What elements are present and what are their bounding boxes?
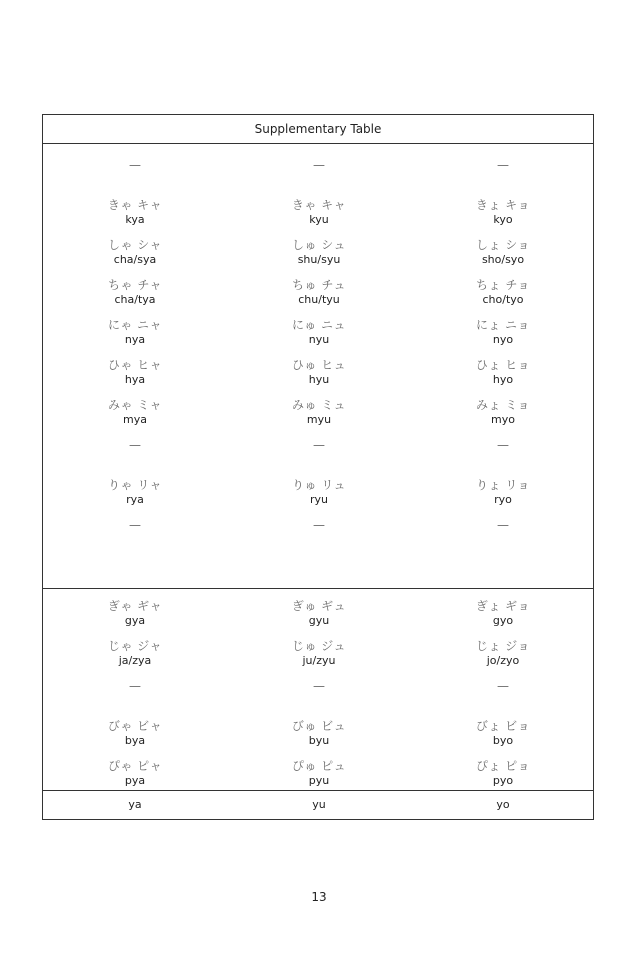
kana-text: みょ ミョ: [475, 398, 531, 412]
romaji-text: myu: [306, 413, 332, 426]
table-cell: [227, 317, 411, 347]
table-cell: [43, 758, 227, 788]
table-cell: [411, 638, 595, 668]
kana-text: ぴょ ピョ: [475, 759, 531, 773]
table-cell: [227, 237, 411, 267]
romaji-text: shu/syu: [297, 253, 341, 266]
kana-text: ぴゅ ピュ: [291, 759, 347, 773]
romaji-text: mya: [123, 413, 147, 426]
table-cell: [43, 437, 227, 453]
table-cell: [411, 437, 595, 453]
table-cell: [411, 517, 595, 533]
table-row: [43, 277, 593, 317]
kana-text: じゅ ジュ: [291, 639, 347, 653]
table-cell: [411, 197, 595, 227]
kana-text: びょ ビョ: [475, 719, 531, 733]
table-cell: [411, 397, 595, 427]
romaji-text: myo: [491, 413, 515, 426]
romaji-text: cho/tyo: [482, 293, 524, 306]
dash-placeholder: —: [313, 679, 325, 693]
romaji-text: nya: [124, 333, 146, 346]
romaji-text: byu: [308, 734, 330, 747]
kana-text: ちゃ チャ: [108, 278, 162, 292]
romaji-text: hyo: [492, 373, 514, 386]
table-row: [43, 357, 593, 397]
table-cell: [227, 197, 411, 227]
romaji-text: pyo: [492, 774, 514, 787]
kana-text: ぴゃ ピャ: [107, 759, 163, 773]
table-cell: [227, 397, 411, 427]
dash-placeholder: —: [129, 438, 141, 452]
table-cell: [411, 157, 595, 173]
romaji-text: pya: [124, 774, 146, 787]
romaji-text: yo: [496, 798, 510, 811]
dash-placeholder: —: [129, 518, 141, 532]
table-cell: [411, 317, 595, 347]
romaji-text: kya: [125, 213, 145, 226]
table-cell: [227, 638, 411, 668]
bottom-cell: [227, 798, 411, 812]
romaji-text: bya: [124, 734, 146, 747]
dash-placeholder: —: [313, 158, 325, 172]
kana-text: びゃ ビャ: [107, 719, 163, 733]
table-cell: [43, 517, 227, 533]
table-cell: [43, 477, 227, 507]
table-cell: [43, 638, 227, 668]
table-cell: [411, 357, 595, 387]
romaji-text: jo/zyo: [486, 654, 520, 667]
kana-text: しゅ シュ: [291, 238, 347, 252]
table-cell: [43, 357, 227, 387]
romaji-text: gyo: [492, 614, 514, 627]
section-divider: [43, 588, 593, 589]
table-cell: [227, 437, 411, 453]
romaji-text: chu/tyu: [298, 293, 340, 306]
dash-placeholder: —: [129, 679, 141, 693]
kana-text: ちょ チョ: [476, 278, 530, 292]
romaji-text: hya: [124, 373, 146, 386]
bottom-cell: [411, 798, 595, 812]
table-cell: [227, 357, 411, 387]
kana-text: じゃ ジャ: [107, 639, 163, 653]
table-cell: [43, 157, 227, 173]
kana-text: にゅ ニュ: [291, 318, 347, 332]
table-row: [43, 397, 593, 437]
table-cell: [43, 678, 227, 694]
table-row: [43, 678, 593, 718]
supplementary-table: [42, 114, 594, 820]
table-cell: [411, 598, 595, 628]
table-row: [43, 638, 593, 678]
table-cell: [227, 718, 411, 748]
kana-text: きゃ キャ: [291, 198, 347, 212]
romaji-text: ryo: [494, 493, 512, 506]
kana-text: みゅ ミュ: [291, 398, 347, 412]
table-cell: [43, 598, 227, 628]
kana-text: しょ ショ: [475, 238, 531, 252]
dash-placeholder: —: [497, 679, 509, 693]
romaji-text: pyu: [308, 774, 330, 787]
romaji-text: kyo: [493, 213, 513, 226]
table-cell: [411, 758, 595, 788]
table-title: Supplementary Table: [254, 122, 382, 136]
romaji-text: ya: [128, 798, 142, 811]
romaji-text: hyu: [308, 373, 330, 386]
kana-text: ひゃ ヒャ: [107, 358, 163, 372]
table-bottom-row: [43, 791, 593, 819]
table-cell: [227, 598, 411, 628]
romaji-text: cha/tya: [114, 293, 156, 306]
table-row: [43, 718, 593, 758]
table-cell: [227, 678, 411, 694]
kana-text: ひょ ヒョ: [475, 358, 531, 372]
table-cell: [227, 277, 411, 307]
romaji-text: cha/sya: [113, 253, 157, 266]
table-cell: [227, 517, 411, 533]
table-row: [43, 598, 593, 638]
kana-text: しゃ シャ: [107, 238, 163, 252]
kana-text: りゅ リュ: [292, 478, 346, 492]
table-cell: [227, 157, 411, 173]
kana-text: ぎゅ ギュ: [291, 599, 347, 613]
table-row: [43, 237, 593, 277]
bottom-cell: [43, 798, 227, 812]
romaji-text: kyu: [309, 213, 329, 226]
dash-placeholder: —: [313, 518, 325, 532]
kana-text: ちゅ チュ: [292, 278, 346, 292]
table-row: [43, 437, 593, 477]
kana-text: じょ ジョ: [475, 639, 531, 653]
kana-text: ひゅ ヒュ: [291, 358, 347, 372]
table-cell: [411, 678, 595, 694]
table-row: [43, 477, 593, 517]
romaji-text: nyu: [308, 333, 330, 346]
romaji-text: ryu: [309, 493, 328, 506]
table-cell: [411, 477, 595, 507]
kana-text: びゅ ビュ: [291, 719, 347, 733]
kana-text: にょ ニョ: [475, 318, 531, 332]
kana-text: りゃ リャ: [108, 478, 162, 492]
romaji-text: nyo: [492, 333, 514, 346]
kana-text: ぎゃ ギャ: [107, 599, 163, 613]
kana-text: きゃ キャ: [107, 198, 163, 212]
kana-text: にゃ ニャ: [107, 318, 163, 332]
table-cell: [43, 277, 227, 307]
table-row: [43, 517, 593, 557]
table-cell: [227, 758, 411, 788]
romaji-text: gyu: [308, 614, 330, 627]
dash-placeholder: —: [313, 438, 325, 452]
table-cell: [43, 718, 227, 748]
romaji-text: sho/syo: [481, 253, 525, 266]
romaji-text: gya: [124, 614, 146, 627]
romaji-text: yu: [312, 798, 326, 811]
table-row: [43, 317, 593, 357]
romaji-text: byo: [492, 734, 514, 747]
table-cell: [43, 237, 227, 267]
dash-placeholder: —: [497, 438, 509, 452]
romaji-text: ju/zyu: [302, 654, 336, 667]
dash-placeholder: —: [129, 158, 141, 172]
dash-placeholder: —: [497, 158, 509, 172]
table-cell: [43, 317, 227, 347]
romaji-text: ja/zya: [118, 654, 152, 667]
kana-text: みゃ ミャ: [107, 398, 163, 412]
table-cell: [227, 477, 411, 507]
table-cell: [411, 237, 595, 267]
table-cell: [411, 277, 595, 307]
kana-text: きょ キョ: [475, 198, 531, 212]
table-cell: [43, 197, 227, 227]
romaji-text: rya: [126, 493, 144, 506]
page-number: 13: [311, 890, 327, 904]
table-row: [43, 197, 593, 237]
kana-text: ぎょ ギョ: [475, 599, 531, 613]
kana-text: りょ リョ: [476, 478, 530, 492]
title-divider: [43, 143, 593, 144]
table-row: [43, 157, 593, 197]
table-cell: [43, 397, 227, 427]
dash-placeholder: —: [497, 518, 509, 532]
table-cell: [411, 718, 595, 748]
